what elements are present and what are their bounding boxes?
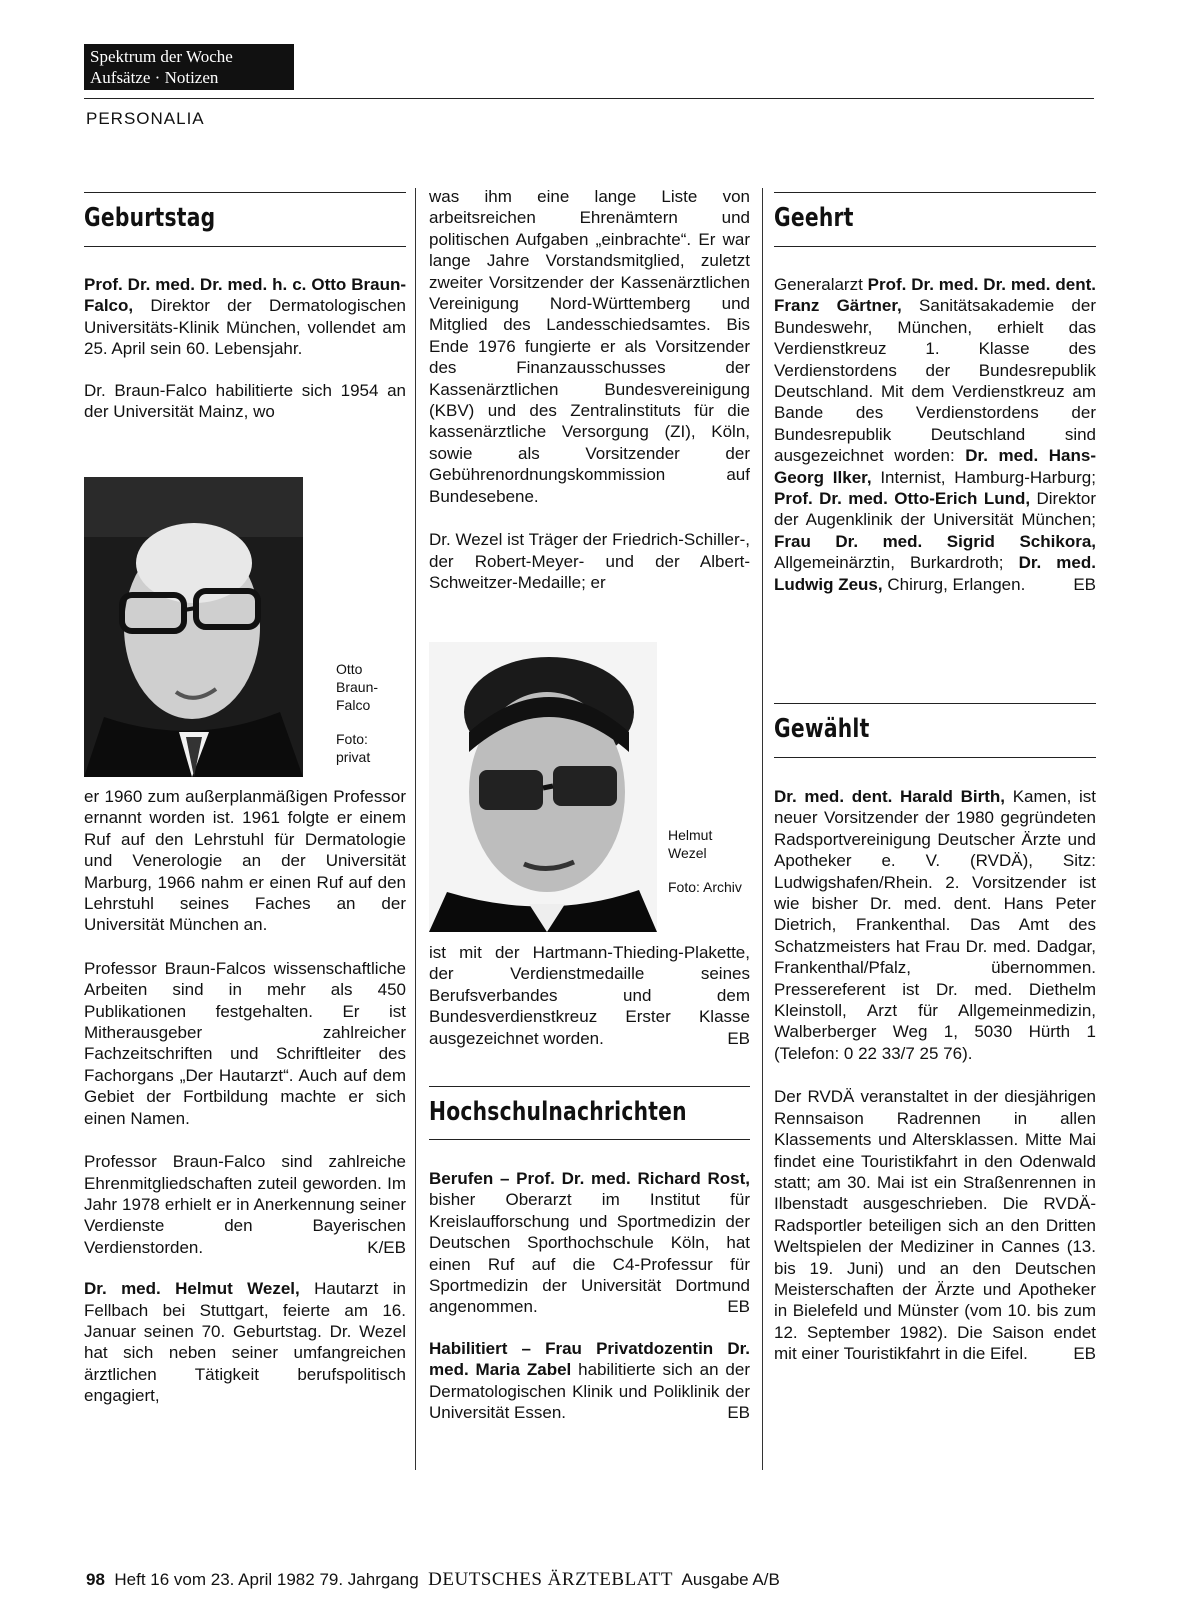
name-franz-gaertner: Prof. Dr. med. Dr. med. dent. Franz Gärtner, (774, 275, 1096, 316)
signature-eb-gewaehlt: EB (1073, 1344, 1096, 1364)
caption-braun-falco (336, 660, 406, 766)
geburtstag-intro: Prof. Dr. med. Dr. med. h. c. Otto Braun-Falco, Direktor der Dermatologischen Universitäts-Klinik München, vollendet am 25. April sein 60. Lebensjahr. Dr. Braun-Falco habilitierte sich 1954 an der Universität Mainz, wo (84, 275, 406, 422)
wezel-p3: ist mit der Hartmann-Thieding-Plakette, der Verdienstmedaille seines Berufsverbandes und dem Bundesverdienstkreuz Erster Klasse ausgezeichnet worden. (429, 943, 750, 1048)
rule-hochschul-bottom (429, 1139, 750, 1140)
name-sigrid-schikora: Frau Dr. med. Sigrid Schikora, (774, 531, 1096, 551)
gewaehlt-p2: Der RVDÄ veranstaltet in der diesjährigen Rennsaison Radrennen in allen Klassements und Altersklassen. Mitte Mai findet eine Touristikfahrt in den Odenwald statt; am 30. Mai ist ein Straßenrennen in Ilbenstadt ausgeschrieben. Die RVDÄ-Radsportler beteiligen sich an den Dritten Weltspielen der Mediziner in Cannes (13. bis 19. Juni) und an den Deutschen Meisterschaften der Ärzte und Apotheker in Bielefeld und Münster (vom 10. bis zum 12. September 1982). Die Saison endet mit einer Touristikfahrt in die Eifel. (774, 1087, 1096, 1364)
name-braun-falco: Prof. Dr. med. Dr. med. h. c. Otto Braun-Falco, (84, 275, 406, 316)
rule-geehrt-bottom (774, 246, 1096, 247)
masthead (84, 44, 294, 90)
page-footer (86, 1569, 780, 1591)
rule-geburtstag-top (84, 192, 406, 193)
geburtstag-p2: Dr. Braun-Falco habilitierte sich 1954 an der Universität Mainz, wo (84, 380, 406, 422)
heading-gewaehlt: Gewählt (774, 714, 870, 744)
hochschul-body: Berufen – Prof. Dr. med. Richard Rost, bisher Oberarzt im Institut für Kreislaufforschung und Sportmedizin der Deutschen Sporthochschule Köln, hat einen Ruf auf die C4-Professur für Sportmedizin der Universität Dortmund angenommen. EB Habilitiert – Frau Privatdozentin Dr. med. Maria Zabel habilitierte sich an der Dermatologischen Klinik und Poliklinik der Universität Essen. EB (429, 1169, 751, 1423)
section-label: PERSONALIA (86, 109, 205, 128)
geburtstag-p5: Professor Braun-Falco sind zahlreiche Ehrenmitgliedschaften zuteil geworden. Im Jahr 1978 erhielt er in Anerkennung seiner Verdienste den Bayerischen Verdienstorden. (84, 1152, 406, 1257)
geehrt-body: Generalarzt Prof. Dr. med. Dr. med. dent. Franz Gärtner, Sanitätsakademie der Bundeswehr, München, erhielt das Verdienstkreuz 1. Klasse des Verdienstordens der Bundesrepublik Deutschland. Mit dem Verdienstkreuz am Bande des Verdienstordens der Bundesrepublik Deutschland sind ausgezeichnet worden: Dr. med. Hans-Georg Ilker, Internist, Hamburg-Harburg; Prof. Dr. med. Otto-Erich Lund, Direktor der Augenklinik der Universität München; Frau Dr. med. Sigrid Schikora, Allgemeinärztin, Burkardroth; Dr. med. Ludwig Zeus, Chirurg, Erlangen. EB (774, 275, 1097, 594)
wezel-p1: was ihm eine lange Liste von arbeitsreichen Ehrenämtern und politischen Aufgaben „einbrachte“. Er war lange Jahre Vorstandsmitglied, zuletzt zweiter Vorsitzender der Kassenärztlichen Vereinigung Nord-Württemberg und Mitglied des Landesschiedsamtes. Bis Ende 1976 fungierte er als Vorsitzender des Finanzausschusses der Kassenärztlichen Bundesvereinigung (KBV) und des Zentralinstituts für die kassenärztliche Versorgung (ZI), Köln, sowie als Vorsitzender der Gebührenordnungskommission auf Bundesebene. (429, 187, 750, 506)
signature-eb-geehrt: EB (1073, 574, 1096, 594)
page-number: 98 (86, 1570, 105, 1589)
portrait-otto-braun-falco (84, 477, 303, 777)
caption-wezel (668, 826, 748, 896)
geburtstag-p3: er 1960 zum außerplanmäßigen Professor ernannt worden ist. 1961 folgte er einem Ruf auf den Lehrstuhl für Dermatologie und Venerologie an der Universität Marburg, 1966 nahm er einen Ruf auf den Lehrstuhl seines Faches an der Universität München an. (84, 787, 406, 935)
signature-k-eb: K/EB (367, 1237, 406, 1257)
gewaehlt-body: Dr. med. dent. Harald Birth, Kamen, ist neuer Vorsitzender der 1980 gegründeten Radsportvereinigung Deutscher Ärzte und Apotheker e. V. (RVDÄ), Sitz: Ludwigshafen/Rhein. 2. Vorsitzender ist wie bisher Dr. med. dent. Hans Peter Dietrich, Frankenthal. Das Amt des Schatzmeisters hat Frau Dr. med. Dadgar, Frankenthal/Pfalz, übernommen. Pressereferent ist Dr. med. Diethelm Kleinstoll, Arzt für Allgemeinmedizin, Walberberger Weg 1, 5030 Hürth 1 (Telefon: 0 22 33/7 25 76). Der RVDÄ veranstaltet in der diesjährigen Rennsaison Radrennen in allen Klassements und Altersklassen. Mitte Mai findet eine Touristikfahrt in den Odenwald statt; am 30. Mai ist ein Straßenrennen in Ilbenstadt ausgeschrieben. Die RVDÄ-Radsportler beteiligen sich an den Dritten Weltspielen der Mediziner in Cannes (13. bis 19. Juni) und an den Deutschen Meisterschaften der Ärzte und Apotheker in Bielefeld und Münster (vom 10. bis zum 12. September 1982). Die Saison endet mit einer Touristikfahrt in die Eifel. EB (774, 787, 1096, 1364)
name-helmut-wezel: Dr. med. Helmut Wezel, (84, 1279, 300, 1299)
masthead-line1: Spektrum der Woche (90, 47, 233, 66)
caption-braun-falco-credit: Foto: privat (336, 731, 371, 765)
issue-info: Heft 16 vom 23. April 1982 79. Jahrgang (114, 1570, 419, 1589)
wezel-awards (429, 942, 750, 1049)
rule-geehrt-top (774, 192, 1096, 193)
signature-eb-zabel: EB (727, 1403, 750, 1423)
rule-geburtstag-bottom (84, 246, 406, 247)
heading-geehrt: Geehrt (774, 203, 854, 233)
edition: Ausgabe A/B (681, 1570, 780, 1589)
column-divider-2 (762, 188, 763, 1470)
caption-wezel-credit: Foto: Archiv (668, 879, 742, 895)
rule-gewaehlt-top (774, 703, 1096, 704)
caption-wezel-name: Helmut Wezel (668, 827, 713, 861)
name-ludwig-zeus: Dr. med. Ludwig Zeus, (774, 553, 1096, 594)
signature-eb-rost: EB (727, 1297, 750, 1317)
rule-gewaehlt-bottom (774, 757, 1096, 758)
rule-hochschul-top (429, 1086, 750, 1087)
top-rule (84, 98, 1094, 99)
geburtstag-body: er 1960 zum außerplanmäßigen Professor ernannt worden ist. 1961 folgte er einem Ruf auf den Lehrstuhl für Dermatologie und Venerologie an der Universität Marburg, 1966 nahm er einen Ruf auf den Lehrstuhl seines Faches an der Universität München an. Professor Braun-Falcos wissenschaftliche Arbeiten sind in mehr als 450 Publikationen festgehalten. Er ist Mitherausgeber zahlreicher Fachzeitschriften und Schriftleiter des Fachorgans „Der Hautarzt“. Auch auf dem Gebiet der Fortbildung machte er sich einen Namen. Professor Braun-Falco sind zahlreiche Ehrenmitgliedschaften zuteil geworden. Im Jahr 1978 erhielt er in Anerkennung seiner Verdienste den Bayerischen Verdienstorden. K/EB Dr. med. Helmut Wezel, Hautarzt in Fellbach bei Stuttgart, feierte am 16. Januar seinen 70. Geburtstag. Dr. Wezel hat sich neben seiner umfangreichen ärztlichen Tätigkeit berufspolitisch engagiert, (84, 787, 406, 1406)
heading-hochschulnachrichten: Hochschulnachrichten (429, 1097, 687, 1127)
signature-eb-wezel: EB (727, 1028, 750, 1048)
geburtstag-p4: Professor Braun-Falcos wissenschaftliche Arbeiten sind in mehr als 450 Publikationen festgehalten. Er ist Mitherausgeber zahlreicher Fachzeitschriften und Schriftleiter des Fachorgans „Der Hautarzt“. Auch auf dem Gebiet der Fortbildung machte er sich einen Namen. (84, 958, 406, 1128)
name-hans-georg-ilker: Dr. med. Hans-Georg Ilker, (774, 446, 1096, 487)
portrait-helmut-wezel (429, 642, 657, 932)
wezel-p2: Dr. Wezel ist Träger der Friedrich-Schiller-, der Robert-Meyer- und der Albert-Schweitzer-Medaille; er (429, 530, 750, 592)
name-maria-zabel: Habilitiert – Frau Privatdozentin Dr. med. Maria Zabel (429, 1338, 750, 1380)
name-richard-rost: Berufen – Prof. Dr. med. Richard Rost, (429, 1169, 750, 1188)
name-otto-erich-lund: Prof. Dr. med. Otto-Erich Lund, (774, 489, 1031, 509)
journal-name: DEUTSCHES ÄRZTEBLATT (428, 1569, 673, 1590)
wezel-continued (429, 186, 750, 593)
heading-geburtstag: Geburtstag (84, 203, 216, 233)
caption-braun-falco-name: Otto Braun-Falco (336, 661, 379, 713)
column-divider-1 (415, 188, 416, 1470)
name-harald-birth: Dr. med. dent. Harald Birth, (774, 787, 1006, 806)
masthead-line2: Aufsätze · Notizen (90, 68, 219, 87)
